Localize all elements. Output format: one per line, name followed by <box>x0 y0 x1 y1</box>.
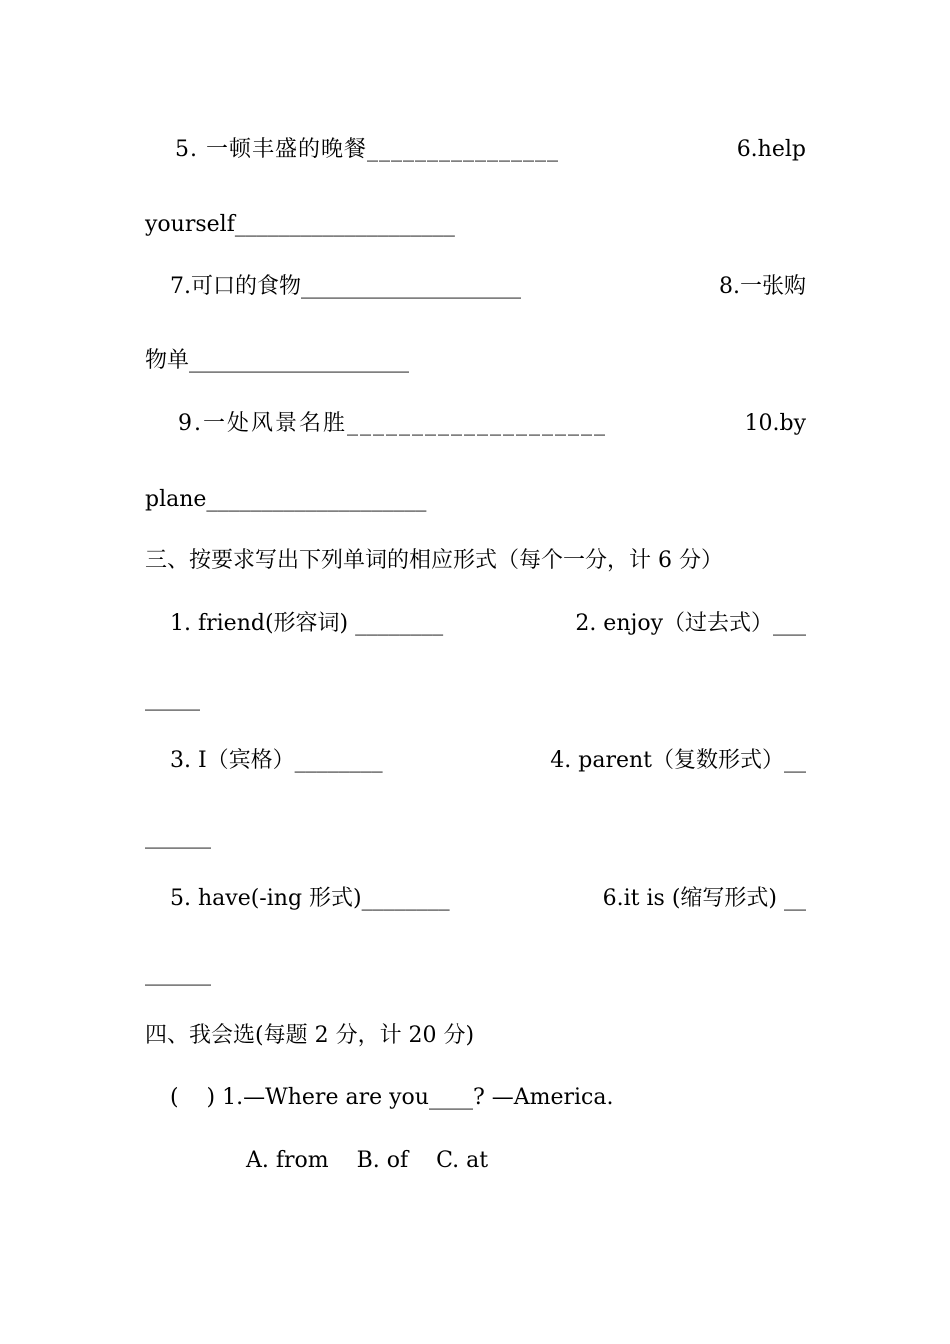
part3-item-4: 4. parent（复数形式）__ <box>550 748 806 773</box>
part3-heading: 三、按要求写出下列单词的相应形式（每个一分，计 6 分） <box>145 548 723 573</box>
part4-heading: 四、我会选(每题 2 分，计 20 分) <box>145 1023 475 1048</box>
part3-item-1: 1. friend(形容词) ________ <box>170 611 444 636</box>
part2-item-5: 5. 一顿丰盛的晚餐________________ <box>175 137 559 162</box>
part4-question-1: ( ) 1.—Where are you____? —America. <box>170 1085 614 1110</box>
part3-item-4-continued: ______ <box>145 824 211 849</box>
part2-item-7: 7.可口的食物____________________ <box>170 274 521 299</box>
part3-item-2: 2. enjoy（过去式）___ <box>575 611 806 636</box>
part3-item-2-continued: _____ <box>145 686 200 711</box>
part2-item-10-continued: plane____________________ <box>145 487 427 512</box>
part3-item-5: 5. have(-ing 形式)________ <box>170 886 450 911</box>
part2-item-10: 10.by <box>744 411 806 436</box>
part4-question-1-options: A. from B. of C. at <box>246 1148 489 1173</box>
part2-item-9: 9.一处风景名胜____________________ <box>178 411 607 436</box>
part2-item-8: 8.一张购 <box>719 274 806 299</box>
part2-item-6: 6.help <box>736 137 806 162</box>
part2-item-8-continued: 物单____________________ <box>145 348 410 373</box>
part3-item-6-continued: ______ <box>145 961 211 986</box>
part3-item-3: 3. I（宾格）________ <box>170 748 383 773</box>
part3-item-6: 6.it is (缩写形式) __ <box>602 886 806 911</box>
part2-item-6-continued: yourself____________________ <box>145 212 455 237</box>
